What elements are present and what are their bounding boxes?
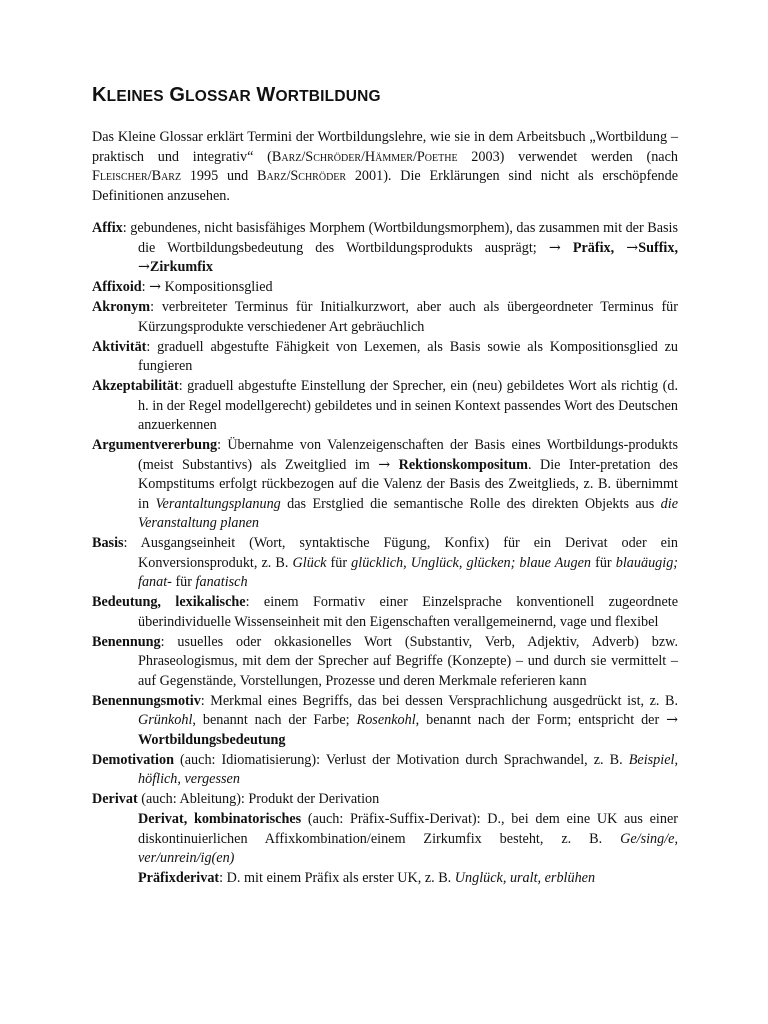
- example-word: die Veranstaltung planen: [138, 495, 678, 531]
- cross-reference: Zirkumfix: [149, 259, 213, 275]
- glossary-entries: [92, 219, 678, 889]
- cross-reference: Suffix,: [638, 239, 678, 256]
- arrow-icon: →: [666, 712, 678, 728]
- arrow-icon: →: [378, 456, 391, 473]
- cross-reference: Wortbildungsbedeutung: [138, 731, 286, 748]
- cross-reference: Präfix,: [560, 239, 615, 256]
- author-names: Barz/Schröder: [256, 168, 347, 184]
- glossary-entry-argumentvererbung: Argumentvererbung: Übernahme von Valenzeigenschaften der Basis eines Wortbildungs-produkts (meist Substantivs) als Zweitglied im → Rektionskompositum. Die Inter-pretation des Kompstitums erfolgt rückbezogen auf die Valenz der Basis des Zweitglieds, z. B. übernimmt in Verantaltungsplanung das Erstglied die semantische Rolle des direkten Objekts aus die Veranstaltung planen: [92, 437, 678, 531]
- title-initial: K: [92, 84, 107, 106]
- example-word: fanatisch: [195, 574, 248, 590]
- glossary-entry-akronym: Akronym: verbreiteter Terminus für Initialkurzwort, aber auch als übergeordneter Terminus für Kürzungsprodukte verschiedener Art gebräuchlich: [92, 299, 678, 335]
- title-word: LEINES: [106, 88, 164, 105]
- title-word: ORTBILDUNG: [275, 88, 381, 105]
- glossary-entry-derivat: Derivat (auch: Ableitung): Produkt der Derivation: [92, 791, 380, 807]
- entry-term: Demotivation: [92, 751, 174, 768]
- entry-term: Derivat: [92, 791, 138, 807]
- example-word: Verantaltungsplanung: [155, 495, 281, 512]
- example-word: Beispiel, höflich, vergessen: [138, 751, 678, 787]
- author-names: Fleischer/Barz: [92, 168, 182, 184]
- entry-term: Affix: [92, 220, 123, 236]
- example-word: glücklich, Unglück, glücken; blaue Augen: [351, 554, 592, 571]
- glossary-entry-affixoid: Affixoid: → Kompositionsglied: [92, 279, 273, 295]
- entry-term: Präfixderivat: [138, 870, 220, 886]
- example-word: Unglück, uralt, erblühen: [454, 870, 596, 886]
- example-word: Ge/sing/e, ver/unrein/ig(en): [138, 830, 678, 866]
- arrow-icon: →: [138, 259, 150, 275]
- glossary-entry-akzeptabilitaet: Akzeptabilität: graduell abgestufte Einstellung der Sprecher, ein (neu) gebildetes Wort als richtig (d. h. in der Regel modellgerecht) gebildetes und in seinen Kontext passendes Wort des Deutschen anzuerkennen: [92, 378, 678, 433]
- example-word: Rosenkohl: [356, 712, 416, 728]
- entry-term: Derivat, kombinatorisches: [138, 811, 302, 827]
- entry-term: Akronym: [92, 299, 151, 315]
- glossary-entry-bedeutung: Bedeutung, lexikalische: einem Formativ einer Einzelsprache konventionell zugeordnete überindividuelle Wissenseinheit mit den Eigenschaften verallgemeinernd, vage und flexibel: [92, 594, 678, 630]
- entry-term: Affixoid: [92, 279, 142, 295]
- example-word: Grünkohl: [138, 712, 193, 728]
- author-names: Barz/Schröder/Hämmer/Poethe: [271, 148, 458, 165]
- entry-term: Akzeptabilität: [92, 378, 179, 394]
- arrow-icon: →: [548, 239, 561, 256]
- glossary-entry-aktivitaet: Aktivität: graduell abgestufte Fähigkeit von Lexemen, als Basis sowie als Kompositionsglied zu fungieren: [92, 338, 678, 374]
- title-initial: G: [169, 84, 186, 106]
- glossary-entry-basis: Basis: Ausgangseinheit (Wort, syntaktische Fügung, Konfix) für ein Derivat oder ein Konversionsprodukt, z. B. Glück für glücklich, Unglück, glücken; blaue Augen für blauäugig; fanat- für fanatisch: [92, 535, 679, 590]
- glossary-entry-demotivation: Demotivation (auch: Idiomatisierung): Verlust der Motivation durch Sprachwandel, z. B. Beispiel, höflich, vergessen: [92, 751, 678, 787]
- glossary-entry-benennung: Benennung: usuelles oder okkasionelles Wort (Substantiv, Verb, Adjektiv, Adverb) bzw. Phraseologismus, mit dem der Sprecher auf Begriffe (Konzepte) – und durch sie vermittelt – auf Gegenstände, Vorstellungen, Prozesse und deren Merkmale referieren kann: [92, 633, 678, 689]
- page-title: [92, 84, 381, 107]
- entry-term: Basis: [92, 535, 124, 551]
- entry-term: Benennungsmotiv: [92, 692, 201, 709]
- glossary-subentry-praefixderivat: Präfixderivat: D. mit einem Präfix als erster UK, z. B. Unglück, uralt, erblühen: [138, 870, 596, 886]
- example-word: blauäugig; fanat-: [138, 554, 679, 590]
- entry-term: Benennung: [92, 633, 161, 650]
- glossary-subentry-derivat-kombinatorisch: Derivat, kombinatorisches (auch: Präfix-Suffix-Derivat): D., bei dem eine UK aus einer diskontinuierlichen Affixkombination/einem Zirkumfix besteht, z. B. Ge/sing/e, ver/unrein/ig(en): [138, 811, 678, 866]
- entry-term: Bedeutung, lexikalische: [92, 594, 246, 610]
- title-initial: W: [256, 84, 276, 106]
- glossary-entry-benennungsmotiv: Benennungsmotiv: Merkmal eines Begriffs, das bei dessen Versprachlichung ausgedrückt ist, z. B. Grünkohl, benannt nach der Farbe; Rosenkohl, benannt nach der Form; entspricht der → Wortbildungsbedeutung: [92, 692, 678, 748]
- arrow-icon: →: [626, 239, 639, 256]
- cross-reference: Rektionskompositum: [390, 456, 528, 473]
- glossary-entry-affix: Affix: gebundenes, nicht basisfähiges Morphem (Wortbildungsmorphem), das zusammen mit der Basis die Wortbildungsbedeutung des Wortbildungsprodukts ausprägt; → Präfix, →Suffix, →Zirkumfix: [92, 220, 678, 275]
- arrow-icon: →: [149, 279, 162, 295]
- title-word: LOSSAR: [185, 88, 251, 105]
- intro-paragraph: Das Kleine Glossar erklärt Termini der Wortbildungslehre, wie sie in dem Arbeitsbuch „Wortbildung – praktisch und integrativ“ (Barz/Schröder/Hämmer/Poethe 2003) verwendet werden (nach Fleischer/Barz 1995 und Barz/Schröder 2001). Die Erklärungen sind nicht als erschöpfende Definitionen anzusehen.: [92, 129, 678, 204]
- example-word: Glück: [292, 554, 327, 571]
- entry-term: Aktivität: [92, 338, 147, 355]
- entry-term: Argumentvererbung: [92, 437, 218, 453]
